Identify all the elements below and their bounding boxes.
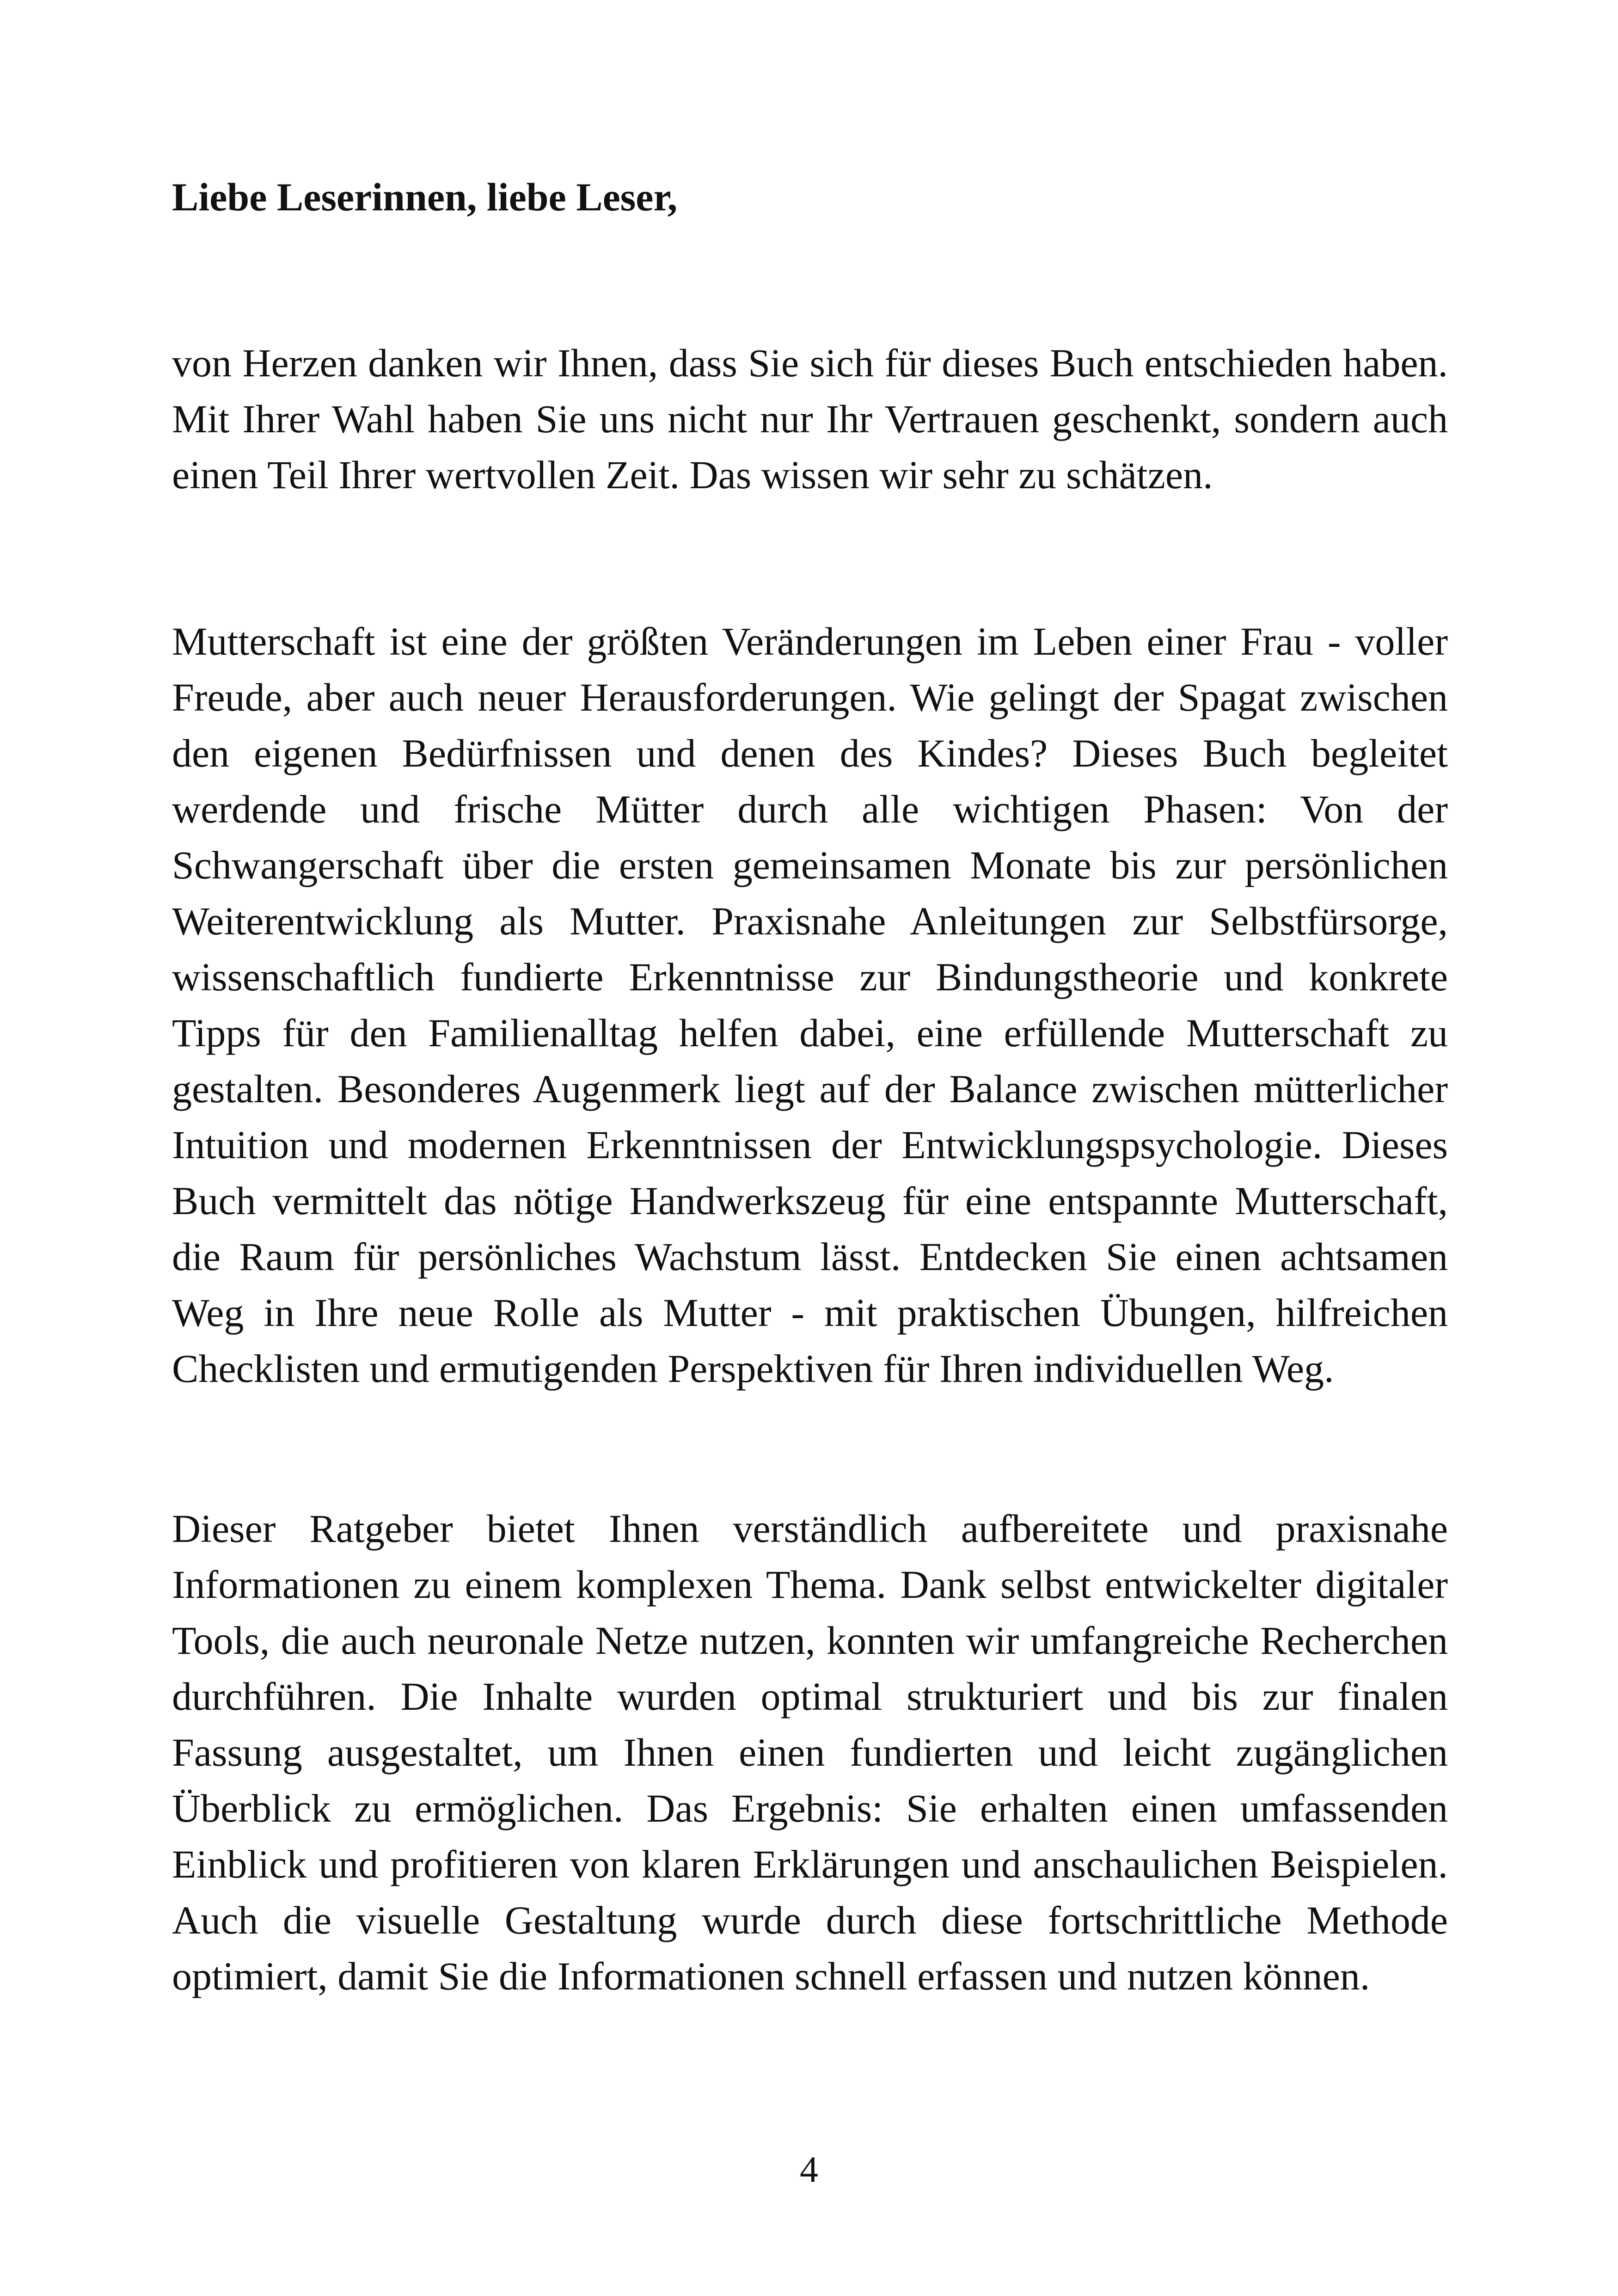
paragraph-thanks: von Herzen danken wir Ihnen, dass Sie sich für dieses Buch entschieden haben. Mit Ihrer Wahl haben Sie uns nicht nur Ihr Vertrauen geschenkt, sondern auch einen Teil Ihrer wertvollen Zeit. Das wissen wir sehr zu schätzen. xyxy=(172,341,1448,497)
paragraph-methodology: Dieser Ratgeber bietet Ihnen verständlich aufbereitete und praxisnahe Informationen zu einem komplexen Thema. Dank selbst entwickelter digitaler Tools, die auch neuronale Netze nutzen, konnten wir umfangreiche Recherchen durchführen. Die Inhalte wurden optimal strukturiert und bis zur finalen Fassung ausgestaltet, um Ihnen einen fundierten und leicht zugänglichen Überblick zu ermöglichen. Das Ergebnis: Sie erhalten einen umfassenden Einblick und profitieren von klaren Erklärungen und anschaulichen Beispielen. Auch die visuelle Gestaltung wurde durch diese fortschrittliche Methode optimiert, damit Sie die Informationen schnell erfassen und nutzen können. xyxy=(172,1506,1448,1998)
paragraph-book-description: Mutterschaft ist eine der größten Veränderungen im Leben einer Frau - voller Freude, aber auch neuer Herausforderungen. Wie gelingt der Spagat zwischen den eigenen Bedürfnissen und denen des Kindes? Dieses Buch begleitet werdende und frische Mütter durch alle wichtigen Phasen: Von der Schwangerschaft über die ersten gemeinsamen Monate bis zur persönlichen Weiterentwicklung als Mutter. Praxisnahe Anleitungen zur Selbstfürsorge, wissenschaftlich fundierte Erkenntnisse zur Bindungstheorie und konkrete Tipps für den Familienalltag helfen dabei, eine erfüllende Mutterschaft zu gestalten. Besonderes Augenmerk liegt auf der Balance zwischen mütterlicher Intuition und modernen Erkenntnissen der Entwicklungspsychologie. Dieses Buch vermittelt das nötige Handwerkszeug für eine entspannte Mutterschaft, die Raum für persönliches Wachstum lässt. Entdecken Sie einen achtsamen Weg in Ihre neue Rolle als Mutter - mit praktischen Übungen, hilfreichen Checklisten und ermutigenden Perspektiven für Ihren individuellen Weg. xyxy=(172,619,1448,1391)
greeting-heading: Liebe Leserinnen, liebe Leser, xyxy=(172,175,678,219)
page-number: 4 xyxy=(800,2149,818,2190)
